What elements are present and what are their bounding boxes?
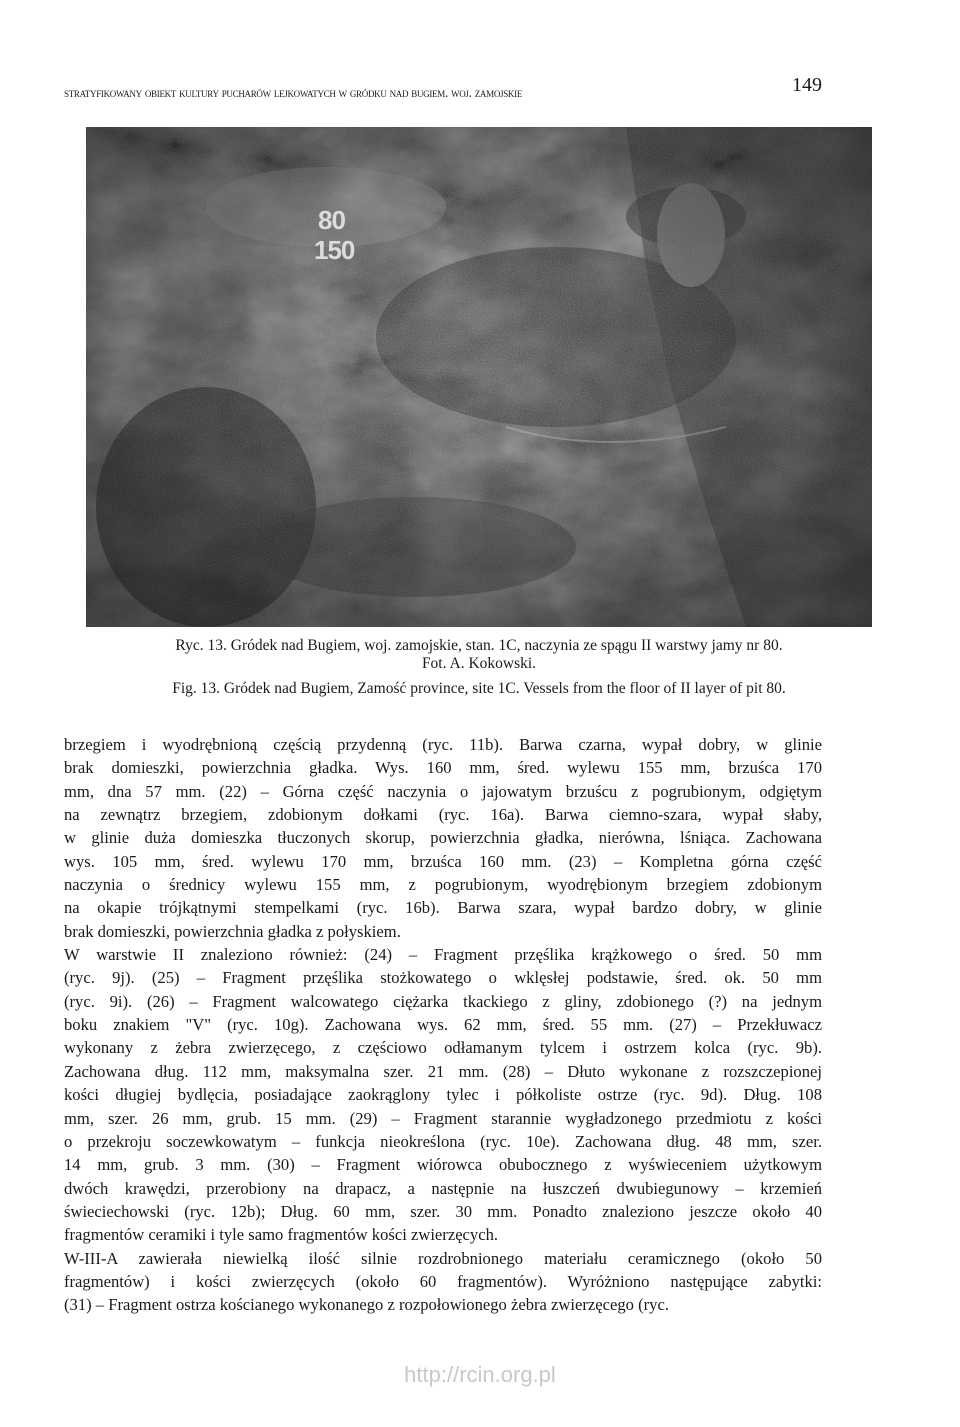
body-line: (31) – Fragment ostrza kościanego wykonanego z rozpołowionego żebra zwierzęcego (ryc. xyxy=(64,1295,669,1315)
body-line: wykonany z żebra zwierzęcego, z częściowo odłamanym tylcem i ostrzem kolca (ryc. 9b). xyxy=(64,1038,822,1058)
depth-label: 150 xyxy=(314,235,355,265)
body-line: o przekroju soczewkowatym – funkcja nieokreślona (ryc. 10e). Zachowana dług. 48 mm, szer. xyxy=(64,1131,822,1151)
running-header xyxy=(64,74,822,104)
running-title: stratyfikowany obiekt kultury pucharów lejkowatych w gródku nad bugiem. woj. zamojskie xyxy=(64,85,523,100)
caption-pl-line-1: Ryc. 13. Gródek nad Bugiem, woj. zamojskie, stan. 1C, naczynia ze spągu II warstwy jamy nr 80. xyxy=(175,637,783,654)
caption-pl-line-2: Fot. A. Kokowski. xyxy=(421,655,537,672)
body-line: w glinie duża domieszka tłuczonych skorup, powierzchnia gładka, nierówna, lśniąca. Zachowana xyxy=(64,828,822,848)
body-line: brak domieszki, powierzchnia gładka z połyskiem. xyxy=(64,921,401,941)
body-line: (ryc. 9j). (25) – Fragment przęślika stożkowatego o wklęsłej podstawie, śred. ok. 50 mm xyxy=(64,968,822,988)
body-line: fragmentów) i kości zwierzęcych (około 60 fragmentów). Wyróżniono następujące zabytki: xyxy=(64,1271,822,1291)
body-line: brzegiem i wyodrębnioną częścią przydenną (ryc. 11b). Barwa czarna, wypał dobry, w glinie xyxy=(64,735,822,754)
body-line: dwóch krawędzi, przerobiony na drapacz, a następnie na łuszczeń dwubiegunowy – krzemień xyxy=(64,1178,822,1198)
body-line: 14 mm, grub. 3 mm. (30) – Fragment wiórowca obubocznego z wyświeceniem użytkowym xyxy=(64,1155,822,1175)
photo-texture xyxy=(86,127,872,627)
body-text xyxy=(64,733,822,1317)
excavation-photo xyxy=(86,127,872,627)
body-line: mm, dna 57 mm. (22) – Górna część naczynia o jajowatym brzuścu z pogrubionym, odgiętym xyxy=(64,781,822,801)
body-line: brak domieszki, powierzchnia gładka. Wys. 160 mm, śred. wylewu 155 mm, brzuśca 170 xyxy=(64,758,822,778)
body-line: W-III-A zawierała niewielką ilość silnie rozdrobnionego materiału ceramicznego (około 50 xyxy=(64,1248,822,1268)
body-line: (ryc. 9i). (26) – Fragment walcowatego ciężarka tkackiego z gliny, zdobionego (?) na jednym xyxy=(64,991,822,1011)
body-line: na zewnątrz brzegiem, zdobionym dołkami (ryc. 16a). Barwa ciemno-szara, wypał słaby, xyxy=(64,805,822,825)
page-number: 149 xyxy=(792,74,822,96)
body-line: kości długiej bydlęcia, posiadające zaokrąglony tylec i półkoliste ostrze (ryc. 9d). Dług. 108 xyxy=(64,1085,822,1105)
body-line: fragmentów ceramiki i tyle samo fragmentów kości zwierzęcych. xyxy=(64,1225,499,1245)
body-line: W warstwie II znaleziono również: (24) – Fragment przęślika krążkowego o śred. 50 mm xyxy=(64,945,822,965)
body-line: boku znakiem "V" (ryc. 10g). Zachowana wys. 62 mm, śred. 55 mm. (27) – Przekłuwacz xyxy=(64,1015,822,1035)
figure-caption-english xyxy=(86,680,872,698)
body-line: mm, szer. 26 mm, grub. 15 mm. (29) – Fragment starannie wygładzonego przedmiotu z kości xyxy=(64,1108,822,1128)
body-line: świeciechowski (ryc. 12b); Dług. 60 mm, szer. 30 mm. Ponadto znaleziono jeszcze około 40 xyxy=(64,1201,822,1221)
figure-caption-polish xyxy=(86,637,872,673)
pit-number-label: 80 xyxy=(318,205,345,235)
body-line: naczynia o średnicy wylewu 155 mm, z pogrubionym, wyodrębionym brzegiem zdobionym xyxy=(64,875,822,895)
caption-en-line-1: Fig. 13. Gródek nad Bugiem, Zamość province, site 1C. Vessels from the floor of II layer of pit 80. xyxy=(172,680,786,697)
source-watermark: http://rcin.org.pl xyxy=(404,1362,556,1387)
body-line: na okapie trójkątnymi stempelkami (ryc. 16b). Barwa szara, wypał bardzo dobry, w glinie xyxy=(64,898,822,918)
body-line: Zachowana dług. 112 mm, maksymalna szer. 21 mm. (28) – Dłuto wykonane z rozszczepionej xyxy=(64,1061,822,1081)
body-line: wys. 105 mm, śred. wylewu 170 mm, brzuśca 160 mm. (23) – Kompletna górna część xyxy=(64,851,822,871)
